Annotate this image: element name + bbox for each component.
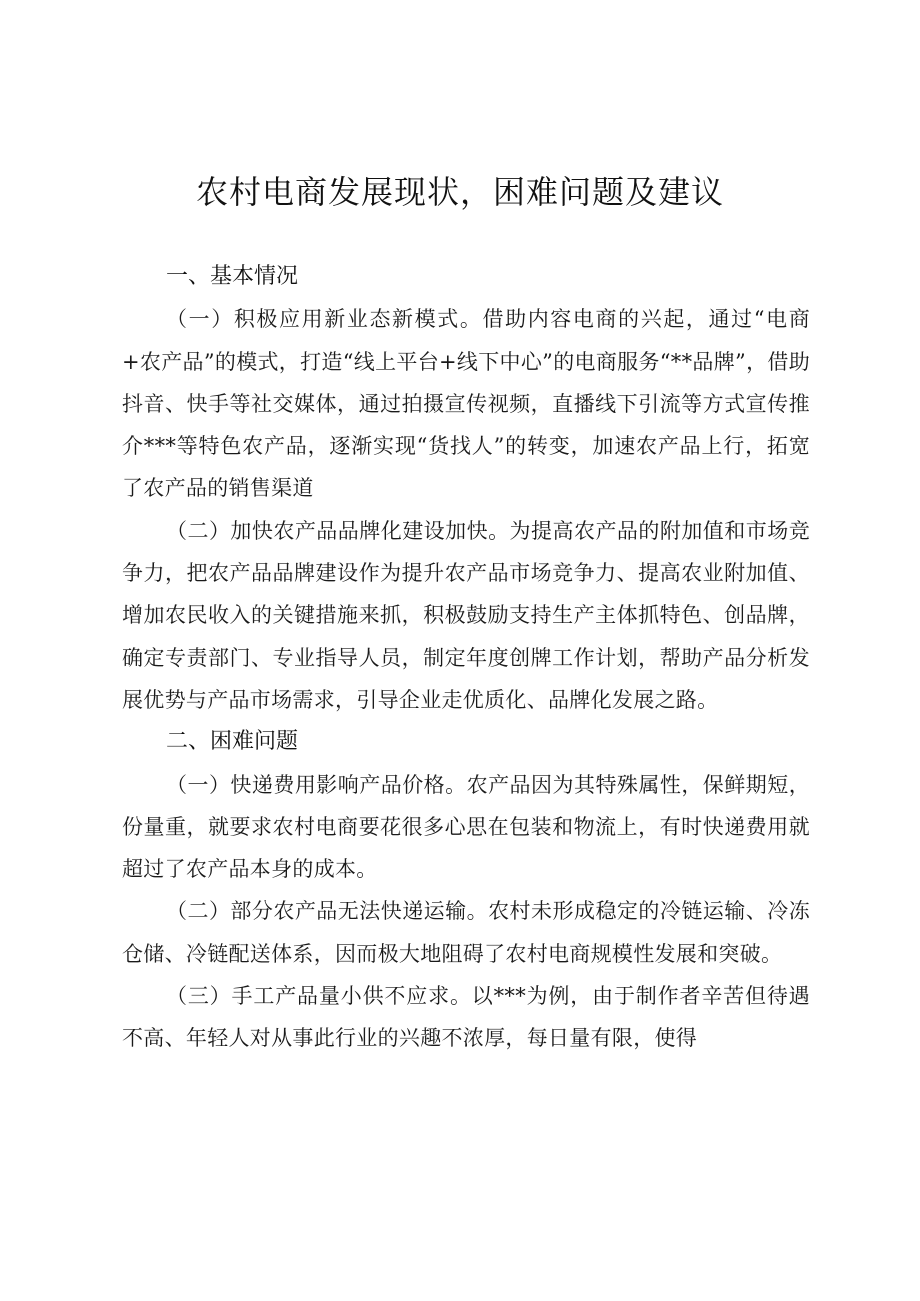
document-title: 农村电商发展现状，困难问题及建议 [195, 173, 724, 211]
section-heading-difficulties: 二、困难问题 [166, 729, 299, 755]
paragraph-new-business-models: （一）积极应用新业态新模式。借助内容电商的兴起，通过“电商+农产品”的模式，打造“线上平台+线下中心”的电商服务“**品牌”，借助抖音、快手等社交媒体，通过拍摄宣传视频，直播线下引流等方式宣传推介***等特色农产品，逐渐实现“货找人”的转变，加速农产品上行，拓宽了农产品的销售渠道 [122, 307, 810, 501]
paragraph-brand-building: （二）加快农产品品牌化建设加快。为提高农产品的附加值和市场竞争力，把农产品品牌建设作为提升农产品市场竞争力、提高农业附加值、增加农民收入的关键措施来抓，积极鼓励支持生产主体抓特色、创品牌，确定专责部门、专业指导人员，制定年度创牌工作计划，帮助产品分析发展优势与产品市场需求，引导企业走优质化、品牌化发展之路。 [122, 518, 810, 712]
section-heading-basic-situation: 一、基本情况 [166, 264, 299, 289]
paragraph-cold-chain: （二）部分农产品无法快递运输。农村未形成稳定的冷链运输、冷冻仓储、冷链配送体系，因而极大地阻碍了农村电商规模性发展和突破。 [122, 899, 810, 966]
paragraph-express-costs: （一）快递费用影响产品价格。农产品因为其特殊属性，保鲜期短，份量重，就要求农村电商要花很多心思在包装和物流上，有时快递费用就超过了农产品本身的成本。 [122, 772, 810, 882]
paragraph-handmade-supply: （三）手工产品量小供不应求。以***为例，由于制作者辛苦但待遇不高、年轻人对从事此行业的兴趣不浓厚，每日量有限，使得 [122, 984, 810, 1051]
document-body [122, 256, 810, 1060]
